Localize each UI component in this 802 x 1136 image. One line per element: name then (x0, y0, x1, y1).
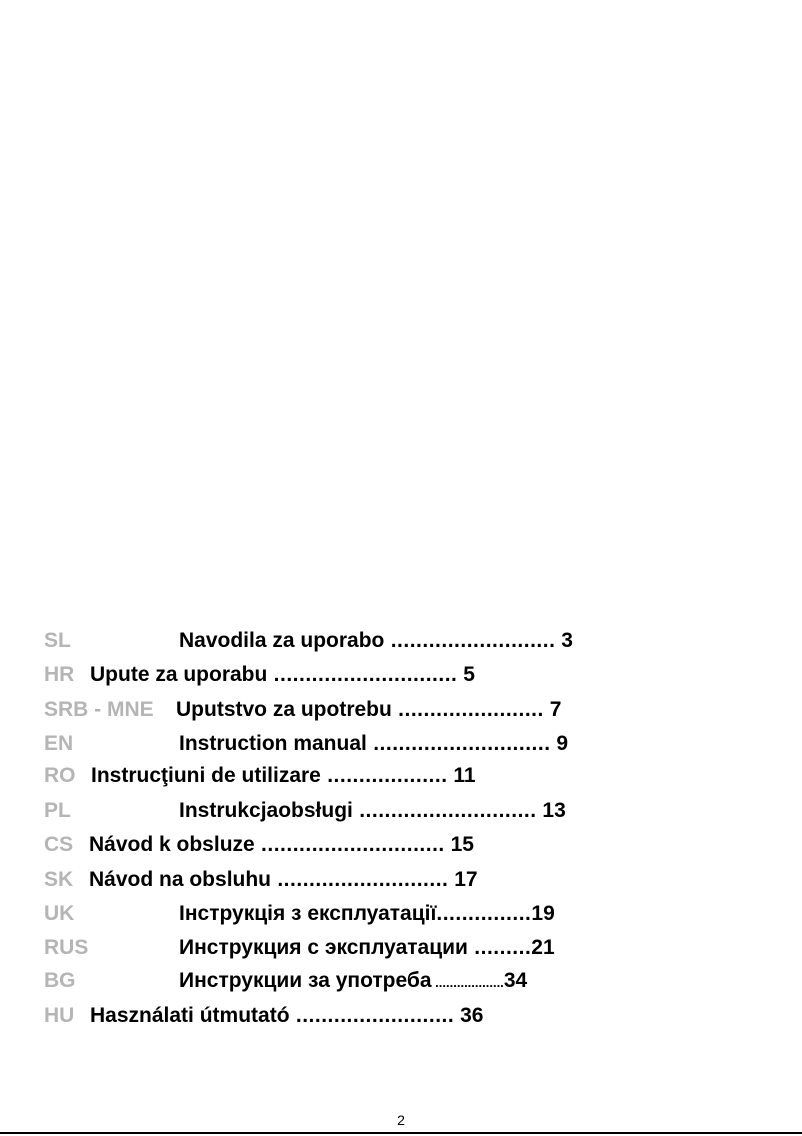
toc-title (90, 660, 475, 690)
toc-title (89, 865, 478, 895)
language-code: PL (44, 799, 71, 822)
toc-leader-dots: ........................... (271, 868, 449, 891)
toc-title-text: Navodila za uporabo (179, 629, 385, 652)
toc-page-number: 34 (503, 969, 528, 992)
toc-page-number: 11 (447, 764, 476, 787)
toc-title (90, 1001, 483, 1031)
toc-title (176, 695, 561, 725)
toc-title-text: Інструкція з експлуатації (179, 902, 437, 925)
toc-title (179, 966, 527, 998)
toc-leader-dots: ................... (320, 764, 448, 787)
language-code: UK (44, 902, 75, 925)
toc-title-text: Instruction manual (179, 732, 367, 755)
toc-leader-dots: .......................... (384, 629, 556, 652)
toc-title-text: Upute za uporabu (90, 663, 268, 686)
toc-page-number: 36 (454, 1004, 484, 1027)
toc-leader-dots: ............................. (267, 663, 458, 686)
toc-title-text: Uputstvo za upotrebu (176, 698, 392, 721)
toc-page-number: 15 (444, 833, 474, 856)
toc-title (179, 626, 573, 656)
toc-title-text: Návod k obsluze (89, 833, 255, 856)
toc-leader-dots: ............................ (366, 732, 551, 755)
language-code: SL (44, 629, 71, 652)
toc-leader-dots: ......... (467, 936, 532, 959)
toc-page-number: 17 (448, 868, 478, 891)
toc-title (179, 899, 555, 929)
toc-page-number: 21 (531, 936, 555, 959)
language-code: RUS (44, 936, 89, 959)
toc-page-number: 13 (536, 799, 566, 822)
toc-title-text: Инструкция с эксплуатации (179, 936, 468, 959)
toc-page-number: 19 (531, 902, 555, 925)
page-number: 2 (397, 1112, 405, 1128)
toc-title-text: Használati útmutató (90, 1004, 290, 1027)
toc-title (179, 796, 566, 826)
toc-title (179, 729, 568, 759)
toc-leader-dots: ................... (431, 975, 504, 990)
language-code: SK (44, 868, 74, 891)
bottom-rule (0, 1132, 802, 1134)
toc-page-number: 5 (457, 663, 475, 686)
toc-title (89, 830, 474, 860)
toc-title-text: Инструкции за употреба (179, 969, 432, 992)
language-code: SRB - MNE (44, 698, 154, 721)
toc-leader-dots: ......................... (289, 1004, 455, 1027)
toc-page-number: 3 (555, 629, 573, 652)
toc-title-text: Návod na obsluhu (89, 868, 272, 891)
language-code: CS (44, 833, 74, 856)
language-code: RO (44, 764, 76, 787)
language-code: BG (44, 969, 76, 992)
toc-leader-dots: ............................ (352, 799, 537, 822)
toc-title-text: Instrucţiuni de utilizare (91, 764, 321, 787)
toc-leader-dots: ............... (436, 902, 532, 925)
toc-leader-dots: ....................... (391, 698, 544, 721)
toc-title (91, 761, 476, 791)
language-code: EN (44, 732, 74, 755)
language-code: HR (44, 663, 75, 686)
toc-page-number: 7 (543, 698, 562, 721)
toc-title-text: Instrukcjaobsługi (179, 799, 353, 822)
language-code: HU (44, 1004, 75, 1027)
toc-title (179, 933, 555, 963)
toc-page-number: 9 (550, 732, 569, 755)
toc-leader-dots: ............................. (254, 833, 445, 856)
